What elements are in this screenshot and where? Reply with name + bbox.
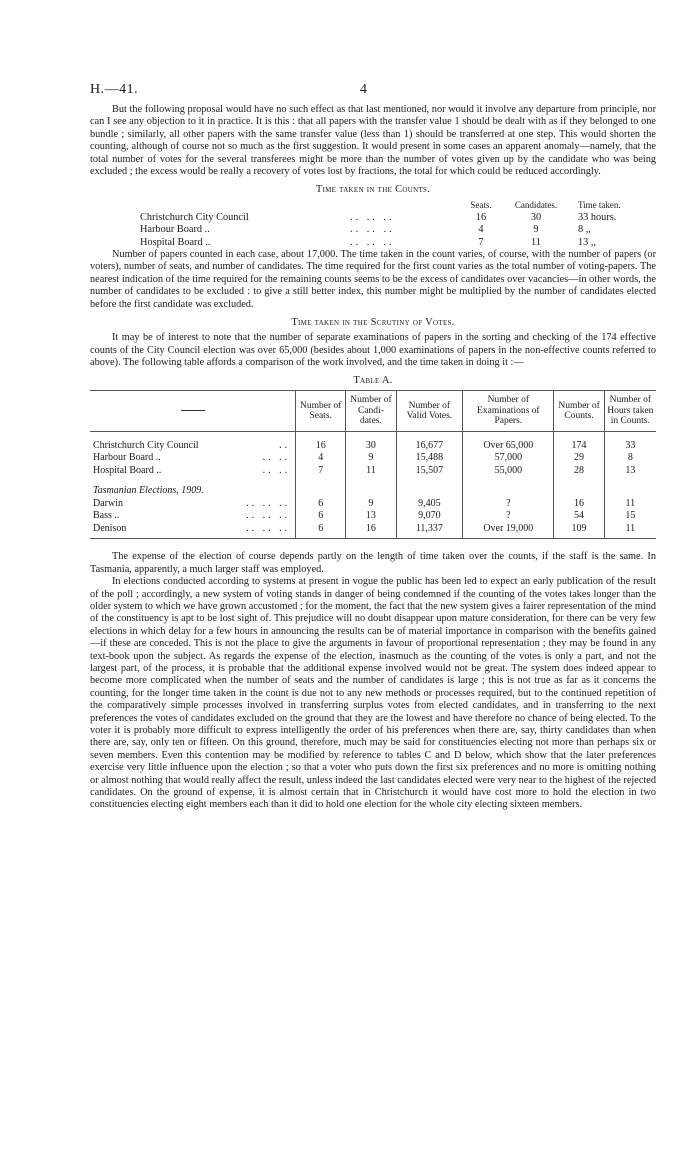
table-row: Darwin .. .. .. 6 9 9,405 ? 16 11 (90, 498, 656, 511)
table-row: Christchurch City Council .. 16 30 16,677 Over 65,000 174 33 (90, 440, 656, 453)
page-header (90, 82, 656, 104)
table-row: Denison .. .. .. 6 16 11,337 Over 19,000 109 11 (90, 523, 656, 539)
table-row: Harbour Board .. .. .. 4 9 15,488 57,000 29 8 (90, 452, 656, 465)
tasmanian-subheading: Tasmanian Elections, 1909. (93, 485, 204, 497)
col-seats: Seats. (470, 200, 492, 211)
table-row: Hospital Board .. .. .. 7 11 15,507 55,000 28 13 (90, 465, 656, 478)
time-counts-table (140, 199, 656, 249)
paragraph-proposal: But the following proposal would have no such effect as that last mentioned, nor would it involve any departure from principle, nor can I see any objection to it in practice. It is this : that all papers with the transfer value 1 should be dealt with as if they belonged to one bundle ; similarly, all other papers with the same transfer value (less than 1) should be transferred at one step. This would shorten the counting, although of course not so much as the first suggestion. It would present in some cases an apparent anomaly—namely, that the total number of votes for the several transferees might be more than the number of votes given up by the candidate who was being excluded ; the excess would be really a recovery of votes lost by fractions, the total for which could be reduced accordingly. (90, 104, 656, 178)
time-counts-row: Christchurch City Council .. .. .. 16 30 33 hours. (140, 211, 617, 223)
dash-mark (181, 410, 205, 411)
table-a (90, 390, 656, 539)
table-row: Bass .. .. .. .. 6 13 9,070 ? 54 15 (90, 510, 656, 523)
table-subheading-row (90, 485, 656, 498)
col-examinations: Number of Examinations of Papers. (463, 391, 554, 432)
paragraph-expense: The expense of the election of course depends partly on the length of time taken over the counts, if the staff is the same. In Tasmania, apparently, a much larger staff was employed. (90, 551, 656, 575)
page-number: 4 (360, 82, 367, 97)
table-a-header (90, 391, 656, 432)
col-counts: Number of Counts. (554, 391, 604, 432)
heading-time-counts: Time taken in the Counts. (315, 184, 431, 196)
col-time: Time taken. (578, 200, 621, 211)
paragraph-papers-counted: Number of papers counted in each case, about 17,000. The time taken in the count varies, of course, with the number of papers (or voters), number of seats, and number of candidates. The time required for the first count varies as the total number of voting-papers. The nearest indication of the time required for the remaining counts seems to be the excess of candidates over vacancies—in other words, the number of candidates to be excluded : to give a still better index, this number might be multiplied by the number of candidates elected before the first candidate was excluded. (90, 249, 656, 310)
table-a-title: Table A. (353, 375, 393, 387)
col-seats: Number of Seats. (296, 391, 346, 432)
document-page (90, 82, 656, 812)
time-counts-row: Harbour Board .. .. .. .. 4 9 8 ,, (140, 224, 591, 236)
time-counts-row: Hospital Board .. .. .. .. 7 11 13 ,, (140, 236, 597, 248)
time-counts-header (140, 199, 656, 211)
paragraph-examinations: It may be of interest to note that the number of separate examinations of papers in the sorting and checking of the 174 effective counts of the City Council election was over 65,000 (besides about 1,000 examinations of papers in the non-effective counts referred to above). The following table affords a comparison of the work involved, and the time taken in doing it :— (90, 332, 656, 368)
col-hours: Number of Hours taken in Counts. (604, 391, 656, 432)
heading-scrutiny: Time taken in the Scrutiny of Votes. (291, 317, 455, 329)
paragraph-elections: In elections conducted according to systems at present in vogue the public has been led to expect an early publication of the result of the poll ; accordingly, a new system of voting stands in danger of being condemned if the counting of the votes takes longer than the older system to which we have grown accustomed ; for the moment, the fact that the new system gives a fairer representation of the mind of the constituency is apt to be lost sight of. This prejudice will no doubt disappear upon mature consideration, for there can be very few elections in which delay for a few hours in announcing the results can be of material importance in comparison with the benefits gained—if these are conceded. This is not the place to give the arguments in favour of proportional representation ; they may be found in any text-book upon the subject. As regards the expense of the election, inasmuch as the counting of the votes is only a part, and not the largest part, of the process, it is probable that the additional expense involved would not be great. The system does indeed appear to become more complicated when the number of seats and the number of candidates is large ; this is not true as far as it concerns the counting, for the longer time taken in the count is due not to any new methods or processes required, but to the continued repetition of the comparatively simple processes involved in transferring surplus votes from elected candidates, and in transferring to the next preferences the votes of candidates excluded on the ground that they are the lowest and have therefore no chance of being elected. To the voter it is probably more difficult to express intelligently the order of his preferences when there are, say, thirty candidates than when there are, say, only ten or fifteen. On this ground, therefore, much may be said for constituencies electing not more than perhaps six or seven members. Even this contention may be modified by reference to tables C and D below, which show that the later preferences exercise very little influence upon the election ; so that a voter who puts down the first six preferences and no more is omitting nothing or almost nothing that would really affect the result, unless indeed the last candidates elected were very near to the highest of the rejected candidates. On the ground of expense, it is almost certain that in Christchurch it would have cost more to hold the election in two constituencies electing eight members each than it did to hold one election for the whole city electing sixteen members. (90, 576, 656, 811)
document-code: H.—41. (90, 82, 139, 97)
col-candidates: Candidates. (514, 200, 558, 211)
col-candidates: Number of Candi- dates. (346, 391, 396, 432)
col-valid-votes: Number of Valid Votes. (396, 391, 463, 432)
